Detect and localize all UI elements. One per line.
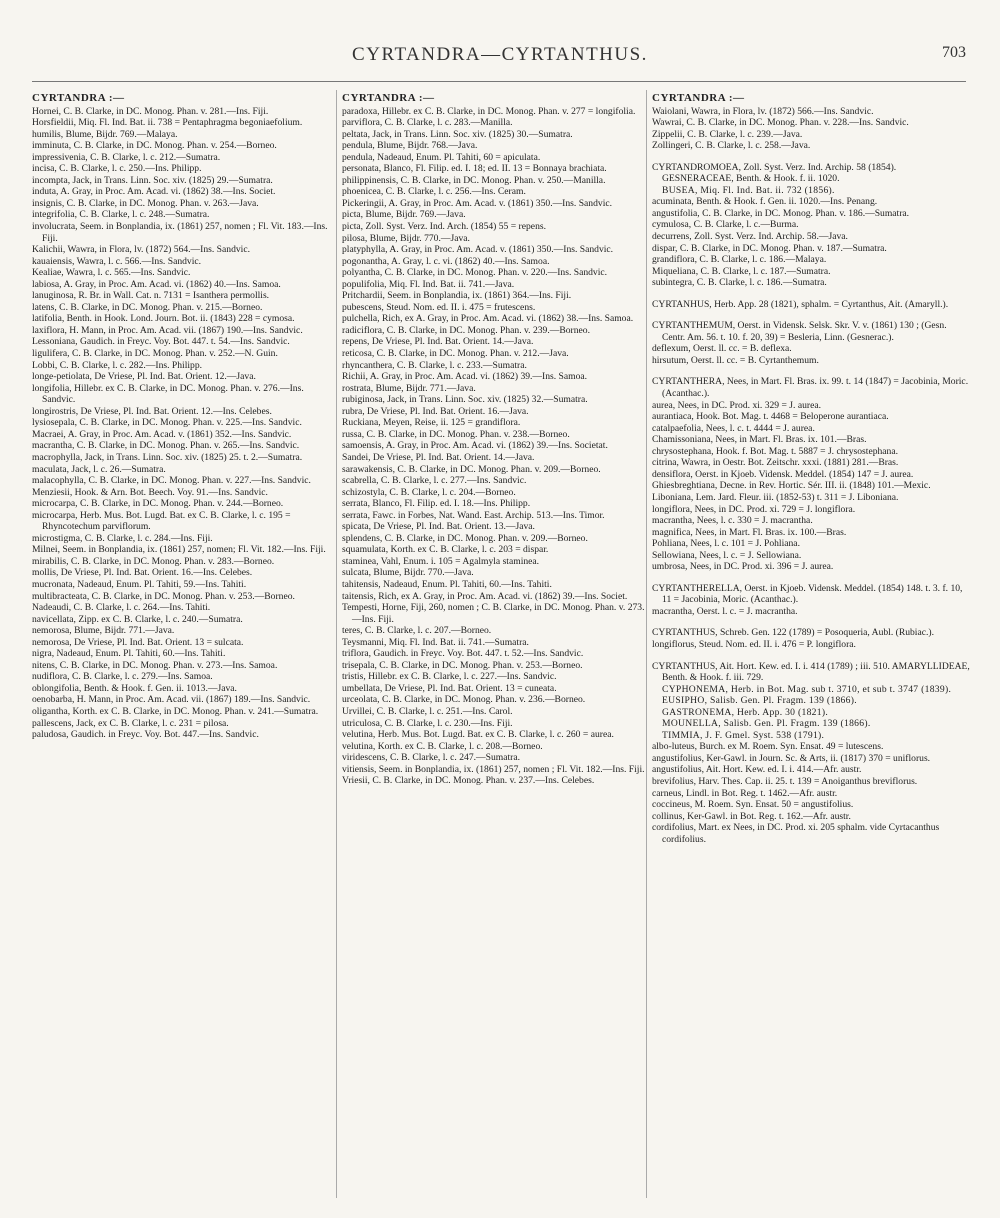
index-entry: mirabilis, C. B. Clarke, in DC. Monog. Phan. v. 283.—Borneo. bbox=[32, 555, 275, 567]
index-entry: Urvillei, C. B. Clarke, l. c. 251.—Ins. Carol. bbox=[342, 705, 513, 717]
index-entry: acuminata, Benth. & Hook. f. Gen. ii. 1020.—Ins. Penang. bbox=[652, 196, 878, 208]
index-entry: Chamissoniana, Nees, in Mart. Fl. Bras. ix. 101.—Bras. bbox=[652, 434, 867, 446]
index-entry: pogonantha, A. Gray, l. c. vi. (1862) 40.—Ins. Samoa. bbox=[342, 255, 550, 267]
index-entry: latifolia, Benth. in Hook. Lond. Journ. Bot. ii. (1843) 228 = cymosa. bbox=[32, 313, 295, 325]
index-entry: maculata, Jack, l. c. 26.—Sumatra. bbox=[32, 463, 166, 475]
index-entry: Ruckiana, Meyen, Reise, ii. 125 = grandiflora. bbox=[342, 417, 521, 429]
index-entry: impressivenia, C. B. Clarke, l. c. 212.—Sumatra. bbox=[32, 151, 221, 163]
column-1 bbox=[32, 93, 337, 1208]
index-entry: picta, Zoll. Syst. Verz. Ind. Arch. (1854) 55 = repens. bbox=[342, 221, 546, 233]
index-entry: deflexum, Oerst. ll. cc. = B. deflexa. bbox=[652, 343, 792, 355]
index-entry: rubra, De Vriese, Pl. Ind. Bat. Orient. 16.—Java. bbox=[342, 405, 529, 417]
index-entry: CYRTANTHUS, Schreb. Gen. 122 (1789) = Posoqueria, Aubl. (Rubiac.). bbox=[652, 627, 934, 639]
page-header bbox=[0, 0, 1000, 80]
index-entry: decurrens, Zoll. Syst. Verz. Ind. Archip. 58.—Java. bbox=[652, 231, 848, 243]
index-entry: pendula, Blume, Bijdr. 768.—Java. bbox=[342, 140, 478, 152]
index-entry: kauaiensis, Wawra, l. c. 566.—Ins. Sandvic. bbox=[32, 255, 202, 267]
index-entry: laxiflora, H. Mann, in Proc. Am. Acad. vii. (1867) 190.—Ins. Sandvic. bbox=[32, 324, 303, 336]
index-entry: coccineus, M. Roem. Syn. Ensat. 50 = angustifolius. bbox=[652, 799, 854, 811]
index-entry: involucrata, Seem. in Bonplandia, ix. (1861) 257, nomen ; Fl. Vit. 183.—Ins. Fiji. bbox=[32, 221, 328, 244]
index-entry: angustifolius, Ait. Hort. Kew. ed. I. i. 414.—Afr. austr. bbox=[652, 764, 862, 776]
index-entry: Milnei, Seem. in Bonplandia, ix. (1861) 257, nomen; Fl. Vit. 182.—Ins. Fiji. bbox=[32, 544, 326, 556]
index-entry: russa, C. B. Clarke, in DC. Monog. Phan. v. 238.—Borneo. bbox=[342, 428, 570, 440]
index-entry: multibracteata, C. B. Clarke, in DC. Monog. Phan. v. 253.—Borneo. bbox=[32, 590, 295, 602]
index-entry: Miqueliana, C. B. Clarke, l. c. 187.—Sumatra. bbox=[652, 265, 831, 277]
index-entry: collinus, Ker-Gawl. in Bot. Reg. t. 162.—Afr. austr. bbox=[652, 810, 851, 822]
index-entry: magnifica, Nees, in Mart. Fl. Bras. ix. 100.—Bras. bbox=[652, 526, 847, 538]
index-entry: macrantha, C. B. Clarke, in DC. Monog. Phan. v. 265.—Ins. Sandvic. bbox=[32, 440, 300, 452]
index-entry: Tempesti, Horne, Fiji, 260, nomen ; C. B. Clarke, in DC. Monog. Phan. v. 273.—Ins. Fiji. bbox=[342, 602, 645, 625]
index-entry: angustifolia, C. B. Clarke, in DC. Monog. Phan. v. 186.—Sumatra. bbox=[652, 207, 910, 219]
index-entry: Teysmanni, Miq. Fl. Ind. Bat. ii. 741.—Sumatra. bbox=[342, 636, 529, 648]
index-entry: brevifolius, Harv. Thes. Cap. ii. 25. t. 139 = Anoiganthus breviflorus. bbox=[652, 775, 918, 787]
index-entry: Sandei, De Vriese, Pl. Ind. Bat. Orient. 14.—Java. bbox=[342, 451, 535, 463]
section-heading: CYRTANDRA :— bbox=[652, 93, 745, 104]
index-entry: pulchella, Rich, ex A. Gray, in Proc. Am. Acad. vi. (1862) 38.—Ins. Samoa. bbox=[342, 313, 634, 325]
header-rule bbox=[32, 81, 966, 82]
index-entry: longifolia, Hillebr. ex C. B. Clarke, in DC. Monog. Phan. v. 276.—Ins. Sandvic. bbox=[32, 382, 304, 406]
index-entry: urceolata, C. B. Clarke, in DC. Monog. Phan. v. 236.—Borneo. bbox=[342, 694, 586, 706]
index-entry: Vriesii, C. B. Clarke, in DC. Monog. Phan. v. 237.—Ins. Celebes. bbox=[342, 775, 595, 787]
index-entry: insignis, C. B. Clarke, in DC. Monog. Phan. v. 263.—Java. bbox=[32, 197, 259, 209]
index-entry: staminea, Vahl, Enum. i. 105 = Agalmyla staminea. bbox=[342, 555, 540, 567]
index-entry: catalpaefolia, Nees, l. c. t. 4444 = J. aurea. bbox=[652, 422, 815, 434]
index-entry: citrina, Wawra, in Oestr. Bot. Zeitschr. xxxi. (1881) 281.—Bras. bbox=[652, 457, 899, 469]
index-entry: CYRTANTHEMUM, Oerst. in Vidensk. Selsk. Skr. V. v. (1861) 130 ; (Gesn. Centr. Am. 56. t. 10. f. 20, 39) = Besleria, Linn. (Gesnerac.). bbox=[652, 320, 947, 343]
index-entry: Sellowiana, Nees, l. c. = J. Sellowiana. bbox=[652, 549, 802, 561]
index-entry: albo-luteus, Burch. ex M. Roem. Syn. Ensat. 49 = lutescens. bbox=[652, 741, 884, 753]
index-entry: splendens, C. B. Clarke, in DC. Monog. Phan. v. 209.—Borneo. bbox=[342, 532, 588, 544]
index-entry: viridescens, C. B. Clarke, l. c. 247.—Sumatra. bbox=[342, 752, 520, 764]
index-entry: samoensis, A. Gray, in Proc. Am. Acad. vi. (1862) 39.—Ins. Societat. bbox=[342, 440, 608, 452]
index-entry: tristis, Hillebr. ex C. B. Clarke, l. c. 227.—Ins. Sandvic. bbox=[342, 671, 557, 683]
index-entry: Wawrai, C. B. Clarke, in DC. Monog. Phan. v. 228.—Ins. Sandvic. bbox=[652, 117, 909, 129]
index-entry: polyantha, C. B. Clarke, in DC. Monog. Phan. v. 220.—Ins. Sandvic. bbox=[342, 267, 608, 279]
column-divider bbox=[646, 90, 647, 1198]
index-entry: populifolia, Miq. Fl. Ind. Bat. ii. 741.—Java. bbox=[342, 278, 515, 290]
index-entry: macrophylla, Jack, in Trans. Linn. Soc. xiv. (1825) 25. t. 2.—Sumatra. bbox=[32, 451, 303, 463]
index-entry: malacophylla, C. B. Clarke, in DC. Monog. Phan. v. 227.—Ins. Sandvic. bbox=[32, 475, 311, 487]
column-3 bbox=[652, 93, 970, 1208]
index-entry: nitens, C. B. Clarke, in DC. Monog. Phan. v. 273.—Ins. Samoa. bbox=[32, 659, 278, 671]
index-entry: rostrata, Blume, Bijdr. 771.—Java. bbox=[342, 382, 476, 394]
column-2 bbox=[342, 93, 647, 1208]
index-entry: vitiensis, Seem. in Bonplandia, ix. (1861) 257, nomen ; Fl. Vit. 182.—Ins. Fiji. bbox=[342, 763, 645, 775]
index-entry: aurea, Nees, in DC. Prod. xi. 329 = J. aurea. bbox=[652, 399, 821, 411]
index-entry: Pohliana, Nees, l. c. 101 = J. Pohliana. bbox=[652, 538, 800, 550]
index-entry: oligantha, Korth. ex C. B. Clarke, in DC. Monog. Phan. v. 241.—Sumatra. bbox=[32, 705, 319, 717]
index-entry: Zippelii, C. B. Clarke, l. c. 239.—Java. bbox=[652, 128, 803, 140]
index-entry: nigra, Nadeaud, Enum. Pl. Tahiti, 60.—Ins. Tahiti. bbox=[32, 648, 226, 660]
index-entry: BUSEA, Miq. Fl. Ind. Bat. ii. 732 (1856). bbox=[662, 184, 835, 196]
index-entry: induta, A. Gray, in Proc. Am. Acad. vi. (1862) 38.—Ins. Societ. bbox=[32, 186, 276, 198]
index-entry: scabrella, C. B. Clarke, l. c. 277.—Ins. Sandvic. bbox=[342, 475, 527, 487]
index-entry: triflora, Gaudich. in Freyc. Voy. Bot. 447. t. 52.—Ins. Sandvic. bbox=[342, 648, 584, 660]
index-entry: Richii, A. Gray, in Proc. Am. Acad. vi. (1862) 39.—Ins. Samoa. bbox=[342, 371, 588, 383]
index-entry: Zollingeri, C. B. Clarke, l. c. 258.—Java. bbox=[652, 140, 811, 152]
index-entry: serrata, Fawc. in Forbes, Nat. Wand. East. Archip. 513.—Ins. Timor. bbox=[342, 509, 605, 521]
index-entry: microstigma, C. B. Clarke, l. c. 284.—Ins. Fiji. bbox=[32, 532, 213, 544]
index-entry: EUSIPHO, Salisb. Gen. Pl. Fragm. 139 (1866). bbox=[662, 695, 857, 707]
index-entry: CYPHONEMA, Herb. in Bot. Mag. sub t. 3710, et sub t. 3747 (1839). bbox=[662, 683, 952, 695]
index-entry: nemorosa, De Vriese, Pl. Ind. Bat. Orient. 13 = sulcata. bbox=[32, 636, 244, 648]
index-entry: Horsfieldii, Miq. Fl. Ind. Bat. ii. 738 = Pentaphragma begoniaefolium. bbox=[32, 117, 303, 129]
index-entry: CYRTANDROMOEA, Zoll. Syst. Verz. Ind. Archip. 58 (1854). GESNERACEAE, Benth. & Hook. f. ii. 1020. bbox=[652, 161, 897, 185]
index-entry: Lobbi, C. B. Clarke, l. c. 282.—Ins. Philipp. bbox=[32, 359, 203, 371]
index-entry: squamulata, Korth. ex C. B. Clarke, l. c. 203 = dispar. bbox=[342, 544, 549, 556]
index-entry: spicata, De Vriese, Pl. Ind. Bat. Orient. 13.—Java. bbox=[342, 521, 535, 533]
index-entry: rubiginosa, Jack, in Trans. Linn. Soc. xiv. (1825) 32.—Sumatra. bbox=[342, 394, 588, 406]
index-entry: trisepala, C. B. Clarke, in DC. Monog. Phan. v. 253.—Borneo. bbox=[342, 659, 583, 671]
index-entry: oblongifolia, Benth. & Hook. f. Gen. ii. 1013.—Java. bbox=[32, 682, 237, 694]
index-entry: aurantiaca, Hook. Bot. Mag. t. 4468 = Beloperone aurantiaca. bbox=[652, 411, 889, 423]
index-entry: taitensis, Rich, ex A. Gray, in Proc. Am. Acad. vi. (1862) 39.—Ins. Societ. bbox=[342, 590, 628, 602]
page-number: 703 bbox=[942, 44, 966, 61]
index-entry: pilosa, Blume, Bijdr. 770.—Java. bbox=[342, 232, 470, 244]
index-entry: incompta, Jack, in Trans. Linn. Soc. xiv. (1825) 29.—Sumatra. bbox=[32, 174, 273, 186]
index-entry: longe-petiolata, De Vriese, Pl. Ind. Bat. Orient. 12.—Java. bbox=[32, 371, 256, 383]
index-entry: sulcata, Blume, Bijdr. 770.—Java. bbox=[342, 567, 474, 579]
index-entry: longiflorus, Steud. Nom. ed. II. i. 476 = P. longiflora. bbox=[652, 638, 856, 650]
index-entry: Kealiae, Wawra, l. c. 565.—Ins. Sandvic. bbox=[32, 267, 191, 279]
index-entry: microcarpa, Herb. Mus. Bot. Lugd. Bat. ex C. B. Clarke, l. c. 195 = Rhyncotechum parviflorum. bbox=[32, 509, 291, 533]
index-entry: labiosa, A. Gray, in Proc. Am. Acad. vi. (1862) 40.—Ins. Samoa. bbox=[32, 278, 281, 290]
index-entry: CYRTANHUS, Herb. App. 28 (1821), sphalm. = Cyrtanthus, Ait. (Amaryll.). bbox=[652, 298, 949, 310]
index-entry: longirostris, De Vriese, Pl. Ind. Bat. Orient. 12.—Ins. Celebes. bbox=[32, 405, 272, 417]
index-entry: lanuginosa, R. Br. in Wall. Cat. n. 7131 = Isanthera permollis. bbox=[32, 290, 270, 302]
index-entry: rhyncanthera, C. B. Clarke, l. c. 233.—Sumatra. bbox=[342, 359, 527, 371]
index-entry: angustifolius, Ker-Gawl. in Journ. Sc. & Arts, ii. (1817) 370 = uniflorus. bbox=[652, 752, 931, 764]
index-entry: velutina, Herb. Mus. Bot. Lugd. Bat. ex C. B. Clarke, l. c. 260 = aurea. bbox=[342, 729, 614, 741]
index-entry: CYRTANTHUS, Ait. Hort. Kew. ed. I. i. 414 (1789) ; iii. 510. AMARYLLIDEAE, Benth. & Hook. f. iii. 729. bbox=[652, 660, 970, 684]
index-entry: umbrosa, Nees, in DC. Prod. xi. 396 = J. aurea. bbox=[652, 561, 834, 573]
index-entry: serrata, Blanco, Fl. Filip. ed. I. 18.—Ins. Philipp. bbox=[342, 498, 531, 510]
index-entry: grandiflora, C. B. Clarke, l. c. 186.—Malaya. bbox=[652, 254, 827, 266]
index-entry: repens, De Vriese, Pl. Ind. Bat. Orient. 14.—Java. bbox=[342, 336, 534, 348]
section-heading: CYRTANDRA :— bbox=[342, 93, 435, 104]
index-entry: oenobarba, H. Mann, in Proc. Am. Acad. vii. (1867) 189.—Ins. Sandvic. bbox=[32, 694, 311, 706]
index-entry: Liboniana, Lem. Jard. Fleur. iii. (1852-53) t. 311 = J. Liboniana. bbox=[652, 491, 899, 503]
index-entry: ligulifera, C. B. Clarke, in DC. Monog. Phan. v. 252.—N. Guin. bbox=[32, 348, 278, 360]
index-entry: incisa, C. B. Clarke, l. c. 250.—Ins. Philipp. bbox=[32, 163, 202, 175]
index-entry: umbellata, De Vriese, Pl. Ind. Bat. Orient. 13 = cuneata. bbox=[342, 682, 557, 694]
index-entry: paradoxa, Hillebr. ex C. B. Clarke, in DC. Monog. Phan. v. 277 = longifolia. bbox=[342, 105, 636, 117]
index-entry: phoenicea, C. B. Clarke, l. c. 256.—Ins. Ceram. bbox=[342, 186, 526, 198]
index-entry: tahitensis, Nadeaud, Enum. Pl. Tahiti, 60.—Ins. Tahiti. bbox=[342, 578, 552, 590]
index-entry: hirsutum, Oerst. ll. cc. = B. Cyrtanthemum. bbox=[652, 354, 819, 366]
index-entry: paludosa, Gaudich. in Freyc. Voy. Bot. 447.—Ins. Sandvic. bbox=[32, 729, 259, 741]
index-entry: lysiosepala, C. B. Clarke, in DC. Monog. Phan. v. 225.—Ins. Sandvic. bbox=[32, 417, 302, 429]
index-entry: imminuta, C. B. Clarke, in DC. Monog. Phan. v. 254.—Borneo. bbox=[32, 140, 277, 152]
index-entry: sarawakensis, C. B. Clarke, in DC. Monog. Phan. v. 209.—Borneo. bbox=[342, 463, 601, 475]
index-entry: humilis, Blume, Bijdr. 769.—Malaya. bbox=[32, 128, 178, 140]
index-entry: densiflora, Oerst. in Kjoeb. Vidensk. Meddel. (1854) 147 = J. aurea. bbox=[652, 468, 914, 480]
index-entry: Pickeringii, A. Gray, in Proc. Am. Acad. v. (1861) 350.—Ins. Sandvic. bbox=[342, 197, 613, 209]
index-entry: Pritchardii, Seem. in Bonplandia, ix. (1861) 364.—Ins. Fiji. bbox=[342, 290, 572, 302]
index-entry: Macraei, A. Gray, in Proc. Am. Acad. v. (1861) 352.—Ins. Sandvic. bbox=[32, 428, 292, 440]
section-heading: CYRTANDRA :— bbox=[32, 93, 125, 104]
index-entry: CYRTANTHERELLA, Oerst. in Kjoeb. Vidensk. Meddel. (1854) 148. t. 3. f. 10, 11 = Jacobinia, Moric. (Acanthac.). bbox=[652, 582, 963, 606]
index-entry: parviflora, C. B. Clarke, l. c. 283.—Manilla. bbox=[342, 117, 513, 129]
index-entry: Hornei, C. B. Clarke, in DC. Monog. Phan. v. 281.—Ins. Fiji. bbox=[32, 105, 269, 117]
index-entry: longiflora, Nees, in DC. Prod. xi. 729 = J. longiflora. bbox=[652, 503, 856, 515]
index-entry: Nadeaudi, C. B. Clarke, l. c. 264.—Ins. Tahiti. bbox=[32, 602, 211, 614]
index-entry: macrantha, Nees, l. c. 330 = J. macrantha. bbox=[652, 515, 813, 527]
index-entry: mollis, De Vriese, Pl. Ind. Bat. Orient. 16.—Ins. Celebes. bbox=[32, 567, 253, 579]
index-entry: Lessoniana, Gaudich. in Freyc. Voy. Bot. 447. t. 54.—Ins. Sandvic. bbox=[32, 336, 290, 348]
index-entry: mucronata, Nadeaud, Enum. Pl. Tahiti, 59.—Ins. Tahiti. bbox=[32, 578, 247, 590]
column-divider bbox=[336, 90, 337, 1198]
index-entry: pendula, Nadeaud, Enum. Pl. Tahiti, 60 = apiculata. bbox=[342, 151, 541, 163]
index-entry: Menziesii, Hook. & Arn. Bot. Beech. Voy. 91.—Ins. Sandvic. bbox=[32, 486, 268, 498]
index-entry: philippinensis, C. B. Clarke, in DC. Monog. Phan. v. 250.—Manilla. bbox=[342, 174, 606, 186]
index-entry: dispar, C. B. Clarke, in DC. Monog. Phan. v. 187.—Sumatra. bbox=[652, 242, 887, 254]
running-head: CYRTANDRA—CYRTANTHUS. bbox=[352, 44, 648, 65]
index-entry: microcarpa, C. B. Clarke, in DC. Monog. Phan. v. 244.—Borneo. bbox=[32, 498, 284, 510]
index-entry: Kalichii, Wawra, in Flora, lv. (1872) 564.—Ins. Sandvic. bbox=[32, 244, 250, 256]
index-entry: navicellata, Zipp. ex C. B. Clarke, l. c. 240.—Sumatra. bbox=[32, 613, 243, 625]
index-entry: TIMMIA, J. F. Gmel. Syst. 538 (1791). bbox=[662, 729, 825, 741]
index-entry: cymulosa, C. B. Clarke, l. c.—Burma. bbox=[652, 219, 799, 231]
index-entry: nemorosa, Blume, Bijdr. 771.—Java. bbox=[32, 625, 175, 637]
index-entry: CYRTANTHERA, Nees, in Mart. Fl. Bras. ix. 99. t. 14 (1847) = Jacobinia, Moric. (Acanthac.). bbox=[652, 376, 969, 400]
index-entry: teres, C. B. Clarke, l. c. 207.—Borneo. bbox=[342, 625, 492, 637]
index-entry: chrysostephana, Hook. f. Bot. Mag. t. 5887 = J. chrysostephana. bbox=[652, 445, 899, 457]
index-entry: velutina, Korth. ex C. B. Clarke, l. c. 208.—Borneo. bbox=[342, 740, 543, 752]
index-entry: cordifolius, Mart. ex Nees, in DC. Prod. xi. 205 sphalm. vide Cyrtacanthus cordifolius. bbox=[652, 822, 940, 845]
index-entry: Waiolani, Wawra, in Flora, lv. (1872) 566.—Ins. Sandvic. bbox=[652, 105, 874, 117]
index-entry: nudiflora, C. B. Clarke, l. c. 279.—Ins. Samoa. bbox=[32, 671, 213, 683]
index-entry: schizostyla, C. B. Clarke, l. c. 204.—Borneo. bbox=[342, 486, 516, 498]
index-entry: latens, C. B. Clarke, in DC. Monog. Phan. v. 215.—Borneo. bbox=[32, 301, 263, 313]
index-entry: pallescens, Jack, ex C. B. Clarke, l. c. 231 = pilosa. bbox=[32, 717, 229, 729]
index-entry: radiciflora, C. B. Clarke, in DC. Monog. Phan. v. 239.—Borneo. bbox=[342, 324, 590, 336]
index-entry: reticosa, C. B. Clarke, in DC. Monog. Phan. v. 212.—Java. bbox=[342, 348, 569, 360]
index-entry: integrifolia, C. B. Clarke, l. c. 248.—Sumatra. bbox=[32, 209, 210, 221]
index-entry: macrantha, Oerst. l. c. = J. macrantha. bbox=[652, 605, 798, 617]
index-entry: picta, Blume, Bijdr. 769.—Java. bbox=[342, 209, 466, 221]
index-entry: peltata, Jack, in Trans. Linn. Soc. xiv. (1825) 30.—Sumatra. bbox=[342, 128, 573, 140]
index-entry: MOUNELLA, Salisb. Gen. Pl. Fragm. 139 (1866). bbox=[662, 718, 871, 730]
index-entry: carneus, Lindl. in Bot. Reg. t. 1462.—Afr. austr. bbox=[652, 787, 838, 799]
index-entry: subintegra, C. B. Clarke, l. c. 186.—Sumatra. bbox=[652, 277, 827, 289]
index-entry: pubescens, Steud. Nom. ed. II. i. 475 = frutescens. bbox=[342, 301, 536, 313]
index-entry: utriculosa, C. B. Clarke, l. c. 230.—Ins. Fiji. bbox=[342, 717, 513, 729]
index-entry: personata, Blanco, Fl. Filip. ed. I. 18; ed. II. 13 = Bonnaya brachiata. bbox=[342, 163, 607, 175]
index-entry: platyphylla, A. Gray, in Proc. Am. Acad. v. (1861) 350.—Ins. Sandvic. bbox=[342, 244, 614, 256]
index-entry: Ghiesbreghtiana, Decne. in Rev. Hortic. Sér. III. ii. (1848) 101.—Mexic. bbox=[652, 480, 931, 492]
index-entry: GASTRONEMA, Herb. App. 30 (1821). bbox=[662, 706, 829, 718]
